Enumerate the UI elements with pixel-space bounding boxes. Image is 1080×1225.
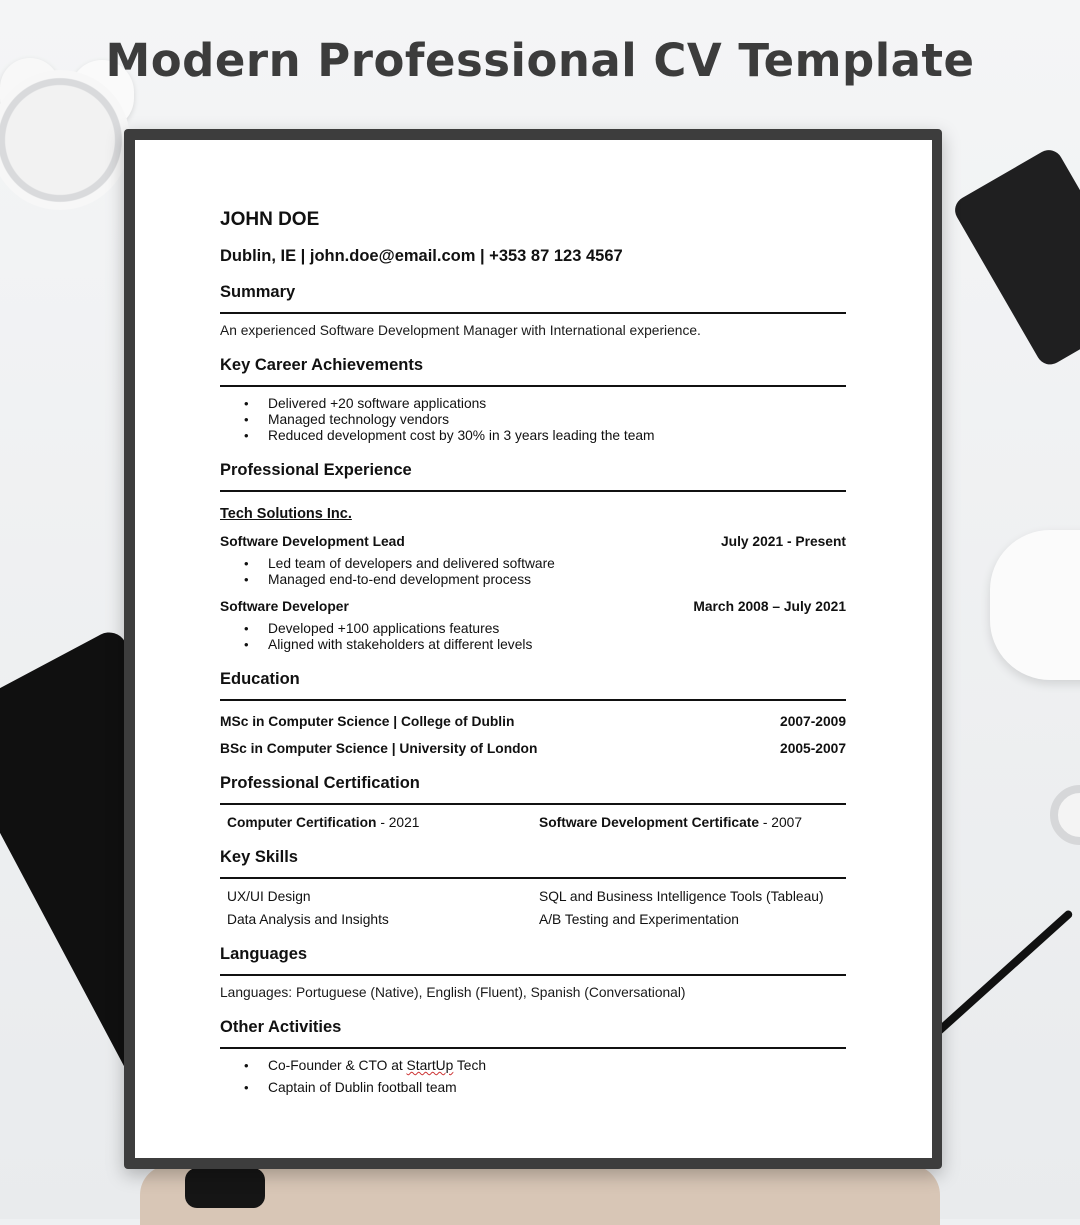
degree: BSc in Computer Science | University of London [220,741,538,756]
achievements-section [220,355,846,444]
company-name: Tech Solutions Inc. [220,506,352,522]
activities-section [220,1017,846,1096]
activity-text: Tech [453,1058,487,1073]
list-item: • Reduced development cost by 30% in 3 years leading the team [268,428,846,444]
section-heading: Other Activities [220,1017,846,1049]
list-item: • Aligned with stakeholders at different levels [268,637,846,653]
wrist-watch [185,1168,265,1208]
section-heading: Education [220,669,846,701]
list-item: • Developed +100 applications features [268,621,846,637]
role-dates: July 2021 - Present [720,534,846,549]
certification-section [220,773,846,831]
cv-sheet [135,140,932,1158]
list-item: • Managed end-to-end development process [268,572,846,588]
certification-year: - 2021 [376,815,420,830]
languages-text: Languages: Portuguese (Native), English (Fluent), Spanish (Conversational) [220,985,686,1000]
role-row [220,598,846,615]
role-row [220,533,846,550]
section-heading: Professional Certification [220,773,846,805]
section-heading: Key Career Achievements [220,355,846,387]
page-title: Modern Professional CV Template [105,34,975,87]
experience-section [220,460,846,653]
skills-grid [220,888,846,928]
cv-name: JOHN DOE [220,209,320,230]
list-item: • Delivered +20 software applications [268,396,846,412]
certification-item [539,814,846,831]
skill-item: A/B Testing and Experimentation [539,912,739,927]
list-item [268,1058,846,1074]
role-dates: March 2008 – July 2021 [693,599,846,614]
skill-item: UX/UI Design [227,889,311,904]
cv-content [220,208,846,1096]
certification-year: - 2007 [759,815,803,830]
education-section [220,669,846,757]
section-heading: Languages [220,944,846,976]
list-item: • Managed technology vendors [268,412,846,428]
certification-item [227,814,539,831]
role-bullets [220,621,846,653]
skill-item: SQL and Business Intelligence Tools (Tableau) [539,889,824,904]
summary-text: An experienced Software Development Manager with International experience. [220,323,701,338]
cv-contact: Dublin, IE | john.doe@email.com | +353 87 123 4567 [220,247,623,265]
coffee-cup [990,530,1080,680]
role-bullets [220,556,846,588]
list-item: • Captain of Dublin football team [268,1080,846,1096]
spellcheck-word: StartUp [406,1058,454,1073]
certification-name: Computer Certification [227,815,377,830]
section-heading: Professional Experience [220,460,846,492]
degree-years: 2007-2009 [780,714,846,729]
list-item: • Led team of developers and delivered software [268,556,846,572]
education-row [220,740,846,757]
degree: MSc in Computer Science | College of Dublin [220,714,515,729]
degree-years: 2005-2007 [780,741,846,756]
certification-grid [220,814,846,831]
summary-section [220,282,846,339]
section-heading: Summary [220,282,846,314]
achievements-list [220,396,846,444]
role-title: Software Developer [220,599,349,614]
languages-section [220,944,846,1001]
activities-list [220,1058,846,1096]
section-heading: Key Skills [220,847,846,879]
role-title: Software Development Lead [220,534,405,549]
skills-section [220,847,846,928]
certification-name: Software Development Certificate [539,815,760,830]
skill-item: Data Analysis and Insights [227,912,389,927]
education-row [220,713,846,730]
activity-text: Co-Founder & CTO at [268,1058,407,1073]
